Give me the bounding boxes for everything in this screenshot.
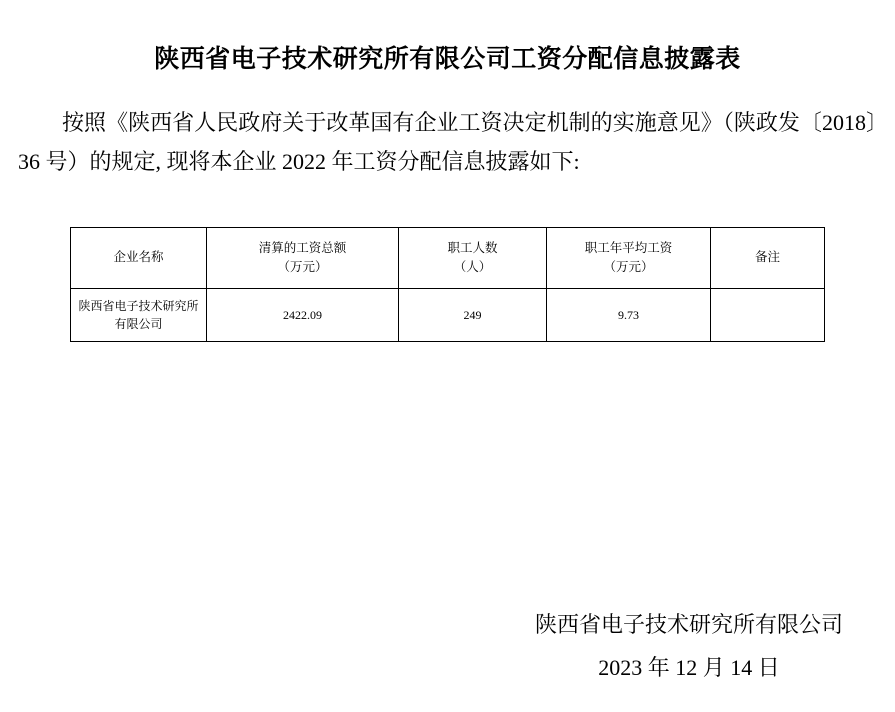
column-header-employee-count-line2: （人） [453, 259, 492, 274]
intro-paragraph-text: 按照《陕西省人民政府关于改革国有企业工资决定机制的实施意见》（陕政发〔2018〕36 号）的规定, 现将本企业 2022 年工资分配信息披露如下: [18, 109, 877, 174]
column-header-total-wage-line2: （万元） [277, 259, 328, 274]
signature-block [535, 604, 843, 690]
column-header-employee-count [399, 227, 547, 288]
column-header-employee-count-line1: 职工人数 [447, 241, 498, 256]
column-header-average-wage-line1: 职工年平均工资 [584, 241, 673, 256]
disclosure-table-container [0, 227, 895, 342]
table-body [71, 288, 825, 341]
table-header [71, 227, 825, 288]
column-header-total-wage [207, 227, 399, 288]
cell-remark [711, 288, 825, 341]
signature-company: 陕西省电子技术研究所有限公司 [534, 612, 843, 638]
column-header-average-wage-line2: （万元） [603, 259, 654, 274]
table-row [71, 288, 825, 341]
page-title: 陕西省电子技术研究所有限公司工资分配信息披露表 [154, 46, 741, 73]
cell-average-wage: 9.73 [547, 288, 711, 341]
column-header-total-wage-line1: 清算的工资总额 [258, 241, 347, 256]
cell-employee-count: 249 [399, 288, 547, 341]
column-header-remark-line1: 备注 [754, 250, 780, 265]
signature-date: 2023 年 12 月 14 日 [598, 655, 780, 681]
column-header-average-wage [547, 227, 711, 288]
column-header-company-name [71, 227, 207, 288]
column-header-remark [711, 227, 825, 288]
cell-company-name: 陕西省电子技术研究所有限公司 [71, 288, 207, 341]
disclosure-table [70, 227, 825, 342]
intro-paragraph [18, 103, 877, 181]
column-header-company-name-line1: 企业名称 [113, 250, 164, 265]
cell-total-wage: 2422.09 [207, 288, 399, 341]
document-page [0, 44, 895, 712]
table-header-row [71, 227, 825, 288]
